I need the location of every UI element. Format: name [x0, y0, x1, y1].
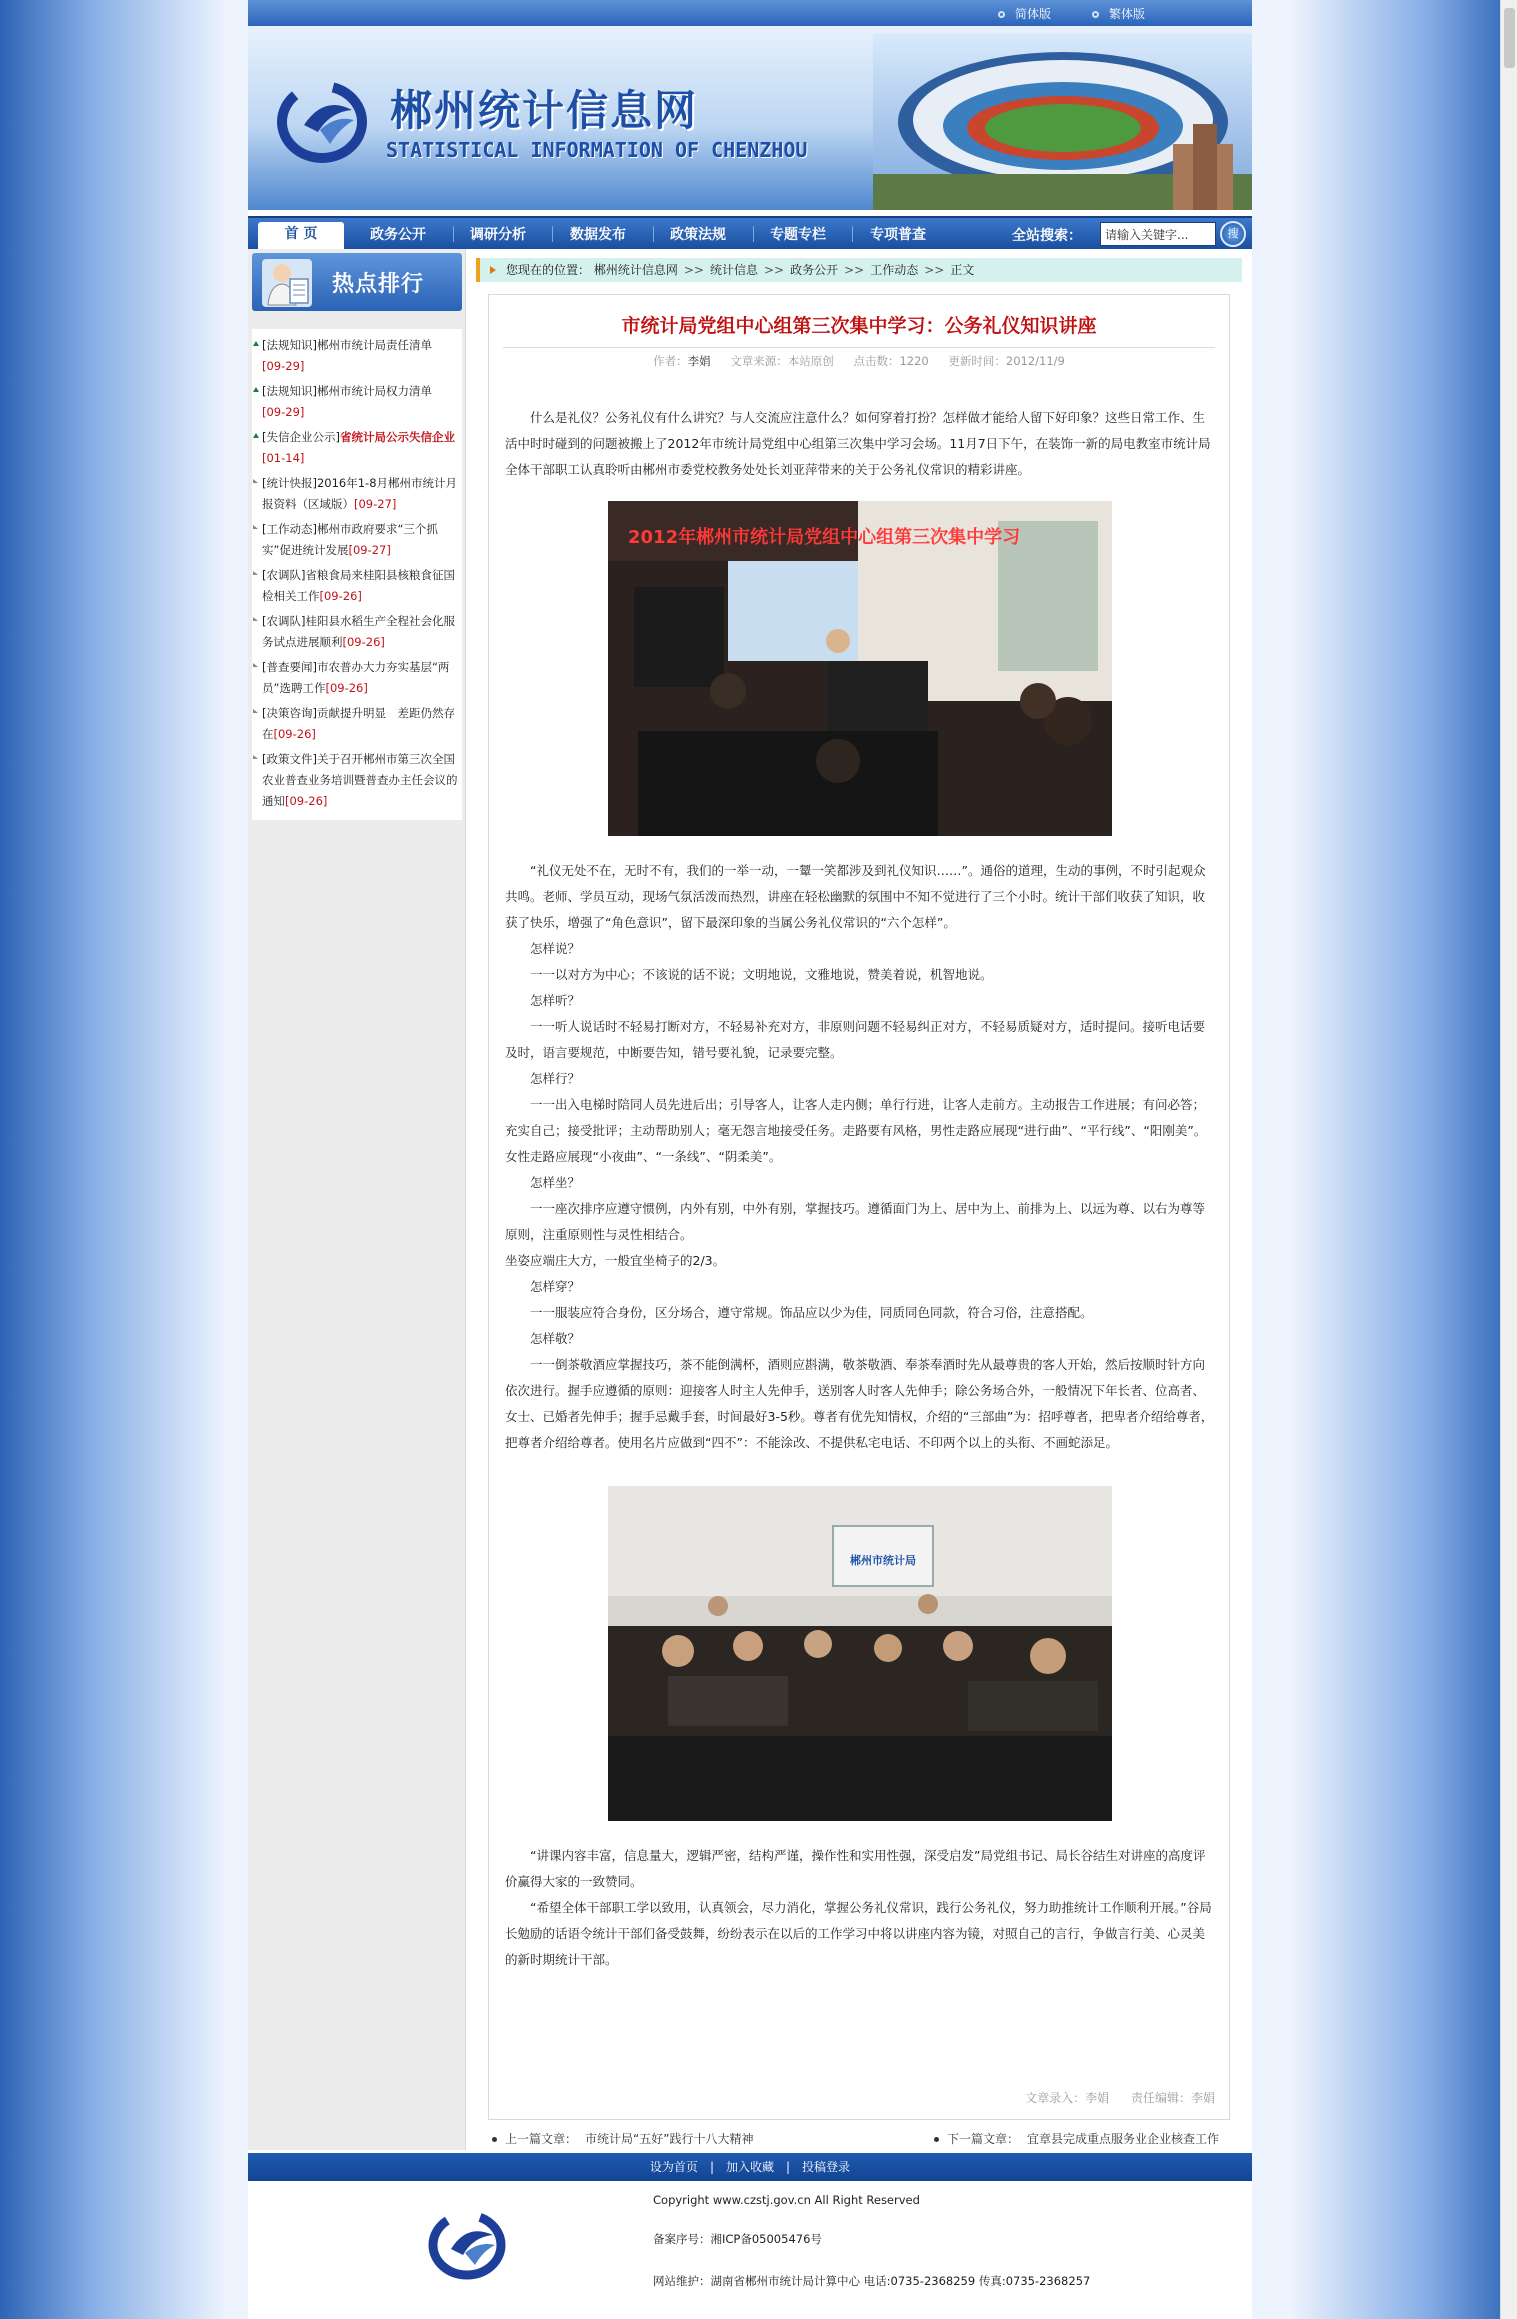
- article-paragraph: 坐姿应端庄大方，一般宜坐椅子的2/3。: [505, 1253, 726, 1268]
- article-paragraph: 怎样行？: [530, 1071, 581, 1086]
- nav-policy[interactable]: 政策法规: [670, 227, 726, 243]
- up-arrow-icon: [253, 341, 259, 346]
- nav-separator: [653, 226, 654, 242]
- hot-item[interactable]: [农调队]桂阳县水稻生产全程社会化服务试点进展顺利[09-26]: [252, 609, 462, 655]
- article-paragraph: 一一座次排序应遵守惯例，内外有别，中外有别，掌握技巧。遵循面门为上、居中为上、前排为上、以远为尊、以右为尊等原则，注重原则性与灵性相结合。: [505, 1201, 1206, 1242]
- divider: [503, 347, 1215, 348]
- copyright-area: [248, 2181, 1252, 2319]
- site-title: 郴州统计信息网: [390, 86, 699, 135]
- article-footer: 文章录入：李娟 责任编辑：李娟: [1025, 2091, 1215, 2105]
- top-strip: [248, 0, 1252, 26]
- nav-separator: [552, 226, 553, 242]
- breadcrumb-sep: >>: [683, 263, 704, 277]
- site-title-en: STATISTICAL INFORMATION OF CHENZHOU: [386, 138, 808, 162]
- article-paragraph: 一一以对方为中心；不该说的话不说；文明地说，文雅地说，赞美着说，机智地说。: [530, 967, 993, 982]
- right-arrow-icon: [253, 755, 258, 759]
- article-title: 市统计局党组中心组第三次集中学习：公务礼仪知识讲座: [621, 315, 1097, 337]
- audience-photo: [608, 1486, 1112, 1821]
- article: [488, 294, 1230, 2120]
- article-paragraph: 一一倒茶敬酒应掌握技巧，茶不能倒满杯，酒则应斟满，敬茶敬酒、奉茶奉酒时先从最尊贵的客人开始，然后按顺时针方向依次进行。握手应遵循的原则：迎接客人时主人先伸手，送别客人时客人先伸手；除公务场合外，一般情况下年长者、位高者、女士、已婚者先伸手；握手忌戴手套，时间最好3-5秒。尊者有优先知情权，介绍的“三部曲”为：招呼尊者，把卑者介绍给尊者，把尊者介绍给尊者。使用名片应做到“四不”：不能涂改、不提供私宅电话、不印两个以上的头衔、不画蛇添足。: [505, 1357, 1214, 1450]
- submit-login-link[interactable]: 投稿登录: [802, 2160, 851, 2174]
- main-nav: [248, 216, 1252, 249]
- radio-dot-icon: [998, 11, 1005, 18]
- hot-ranking-header: [252, 253, 462, 311]
- next-article-link[interactable]: 下一篇文章： 宜章县完成重点服务业企业核查工作: [934, 2130, 1219, 2147]
- article-paragraph: “希望全体干部职工学以致用，认真领会，尽力消化，掌握公务礼仪常识，践行公务礼仪，努力助推统计工作顺利开展。”谷局长勉励的话语令统计干部们备受鼓舞，纷纷表示在以后的工作学习中将以讲座内容为镜，对照自己的言行，争做言行美、心灵美的新时期统计干部。: [505, 1900, 1212, 1967]
- window-scrollbar[interactable]: [1500, 0, 1517, 2319]
- breadcrumb-sep: >>: [763, 263, 785, 277]
- nav-data-release[interactable]: 数据发布: [570, 227, 626, 243]
- traditional-link[interactable]: 繁体版: [1092, 5, 1145, 22]
- nav-census[interactable]: 专项普查: [870, 227, 926, 243]
- hot-item[interactable]: [工作动态]郴州市政府要求“三个抓实”促进统计发展[09-27]: [252, 517, 462, 563]
- page-wrapper: [248, 0, 1252, 2319]
- bullet-icon: [934, 2137, 939, 2142]
- hot-item[interactable]: [农调队]省粮食局来桂阳县核粮食征国检相关工作[09-26]: [252, 563, 462, 609]
- breadcrumb-gov-affairs[interactable]: 政务公开: [790, 263, 839, 277]
- editor: 李娟: [1190, 2091, 1215, 2105]
- search-button[interactable]: 搜: [1220, 221, 1246, 247]
- article-paragraph: 什么是礼仪？公务礼仪有什么讲究？与人交流应注意什么？如何穿着打扮？怎样做才能给人留下好印象？这些日常工作、生活中时时碰到的问题被搬上了2012年市统计局党组中心组第三次集中学习会场。11月7日下午，在装饰一新的局电教室市统计局全体干部职工认真聆听由郴州市委党校教务处处长刘亚萍带来的关于公务礼仪常识的精彩讲座。: [505, 410, 1211, 477]
- lecture-photo-image: [608, 501, 1112, 836]
- footer-sep: |: [786, 2160, 791, 2174]
- photo-sign-text: 郴州市统计局: [850, 1554, 916, 1567]
- icp-text: 备案序号：湘ICP备05005476号: [653, 2232, 822, 2246]
- audience-photo-image: [608, 1486, 1112, 1821]
- footer-logo-icon: [423, 2201, 513, 2285]
- breadcrumb-home[interactable]: 郴州统计信息网: [593, 263, 678, 277]
- article-paragraph: 一一听人说话时不轻易打断对方，不轻易补充对方，非原则问题不轻易纠正对方，不轻易质疑对方，适时提问。接听电话要及时，语言要规范，中断要告知，错号要礼貌，记录要完整。: [505, 1019, 1206, 1060]
- hot-item[interactable]: [普查要闻]市农普办大力夯实基层“两员”选聘工作[09-26]: [252, 655, 462, 701]
- breadcrumb-prefix: 您现在的位置：: [506, 263, 591, 277]
- article-paragraph: 怎样坐？: [530, 1175, 581, 1190]
- right-arrow-icon: [253, 571, 258, 575]
- article-paragraph: “讲课内容丰富，信息量大，逻辑严密，结构严谨，操作性和实用性强，深受启发”局党组书记、局长谷结生对讲座的高度评价赢得大家的一致赞同。: [505, 1848, 1206, 1889]
- copyright-text: Copyright www.czstj.gov.cn All Right Reserved: [653, 2193, 920, 2207]
- hot-ranking-title: 热点排行: [332, 272, 425, 297]
- radio-dot-icon: [1092, 11, 1099, 18]
- nav-separator: [453, 226, 454, 242]
- breadcrumb-sep: >>: [924, 263, 945, 277]
- article-paragraph: 怎样说？: [530, 941, 581, 956]
- hot-list: [252, 329, 462, 820]
- entry-by: 李娟: [1085, 2091, 1110, 2105]
- right-arrow-icon: [253, 663, 258, 667]
- scrollbar-thumb[interactable]: [1504, 8, 1515, 68]
- article-source: 本站原创: [787, 354, 834, 368]
- person-reading-icon: [260, 257, 314, 309]
- site-logo-icon: [274, 70, 374, 170]
- search-input[interactable]: [1100, 222, 1216, 246]
- right-arrow-icon: [253, 617, 258, 621]
- right-arrow-icon: [253, 525, 258, 529]
- maintenance-text: 网站维护：湖南省郴州市统计局计算中心 电话:0735-2368259 传真:0735-2368257: [653, 2274, 1091, 2288]
- article-paragraph: “礼仪无处不在，无时不有，我们的一举一动，一颦一笑都涉及到礼仪知识……”。通俗的道理，生动的事例，不时引起观众共鸣。老师、学员互动，现场气氛活泼而热烈，讲座在轻松幽默的氛围中不知不觉进行了三个小时。统计干部们收获了知识，收获了快乐，增强了“角色意识”，留下最深印象的当属公务礼仪常识的“六个怎样”。: [505, 863, 1206, 930]
- sidebar: [248, 249, 466, 2150]
- hot-item[interactable]: [失信企业公示]省统计局公示失信企业[01-14]: [252, 425, 462, 471]
- right-arrow-icon: [253, 479, 258, 483]
- nav-separator: [852, 226, 853, 242]
- article-paragraph: 一一出入电梯时陪同人员先进后出；引导客人，让客人走内侧；单行行进，让客人走前方。主动报告工作进展；有问必答；充实自己；接受批评；主动帮助别人；毫无怨言地接受任务。走路要有风格，男性走路应展现“进行曲”、“平行线”、“阳刚美”。女性走路应展现“小夜曲”、“一条线”、“阴柔美”。: [505, 1097, 1207, 1164]
- breadcrumb: [476, 258, 1242, 282]
- set-homepage-link[interactable]: 设为首页: [649, 2160, 698, 2174]
- breadcrumb-work-news[interactable]: 工作动态: [870, 263, 919, 277]
- simplified-link[interactable]: 简体版: [998, 5, 1051, 22]
- hot-item[interactable]: [统计快报]2016年1-8月郴州市统计月报资料（区域版）[09-27]: [252, 471, 462, 517]
- nav-separator: [753, 226, 754, 242]
- site-banner: [248, 26, 1252, 210]
- up-arrow-icon: [253, 433, 259, 438]
- hot-item[interactable]: [决策咨询]贡献提升明显 差距仍然存在[09-26]: [252, 701, 462, 747]
- breadcrumb-sep: >>: [844, 263, 865, 277]
- stadium-photo: [873, 34, 1252, 210]
- prev-article-link[interactable]: 上一篇文章： 市统计局“五好”践行十八大精神: [492, 2130, 753, 2147]
- nav-special-topics[interactable]: 专题专栏: [770, 227, 826, 243]
- nav-research[interactable]: 调研分析: [470, 227, 526, 243]
- footer-sep: |: [709, 2160, 714, 2174]
- article-author: 李娟: [687, 354, 711, 368]
- breadcrumb-stats-info[interactable]: 统计信息: [709, 263, 758, 277]
- article-paragraph: 怎样听？: [530, 993, 581, 1008]
- article-paragraph: 怎样敬？: [530, 1331, 581, 1346]
- article-body: [505, 405, 1215, 1973]
- article-paragraph: 怎样穿？: [530, 1279, 581, 1294]
- search-label: 全站搜索：: [1012, 228, 1082, 244]
- right-arrow-icon: [253, 709, 258, 713]
- nav-government-affairs[interactable]: 政务公开: [370, 227, 426, 243]
- up-arrow-icon: [253, 387, 259, 392]
- bullet-icon: [492, 2137, 497, 2142]
- footer-links: [248, 2153, 1252, 2181]
- breadcrumb-current: 正文: [950, 263, 975, 277]
- article-date: 2012/11/9: [1005, 354, 1065, 368]
- add-favorite-link[interactable]: 加入收藏: [725, 2160, 774, 2174]
- hot-item[interactable]: [法规知识]郴州市统计局责任清单 [09-29]: [252, 333, 462, 379]
- article-hits: 1220: [899, 354, 929, 368]
- lecture-photo: [608, 501, 1112, 836]
- location-arrow-icon: [490, 266, 496, 274]
- nav-home[interactable]: 首 页: [258, 222, 344, 249]
- article-meta: 作者：李娟 文章来源：本站原创 点击数：1220 更新时间：2012/11/9: [653, 354, 1065, 368]
- hot-item[interactable]: [政策文件]关于召开郴州市第三次全国农业普查业务培训暨普查办主任会议的通知[09-26]: [252, 747, 462, 814]
- hot-item[interactable]: [法规知识]郴州市统计局权力清单 [09-29]: [252, 379, 462, 425]
- photo-banner-text: 2012年郴州市统计局党组中心组第三次集中学习: [628, 527, 1021, 548]
- article-paragraph: 一一服装应符合身份，区分场合，遵守常规。饰品应以少为佳，同质同色同款，符合习俗，注意搭配。: [530, 1305, 1093, 1320]
